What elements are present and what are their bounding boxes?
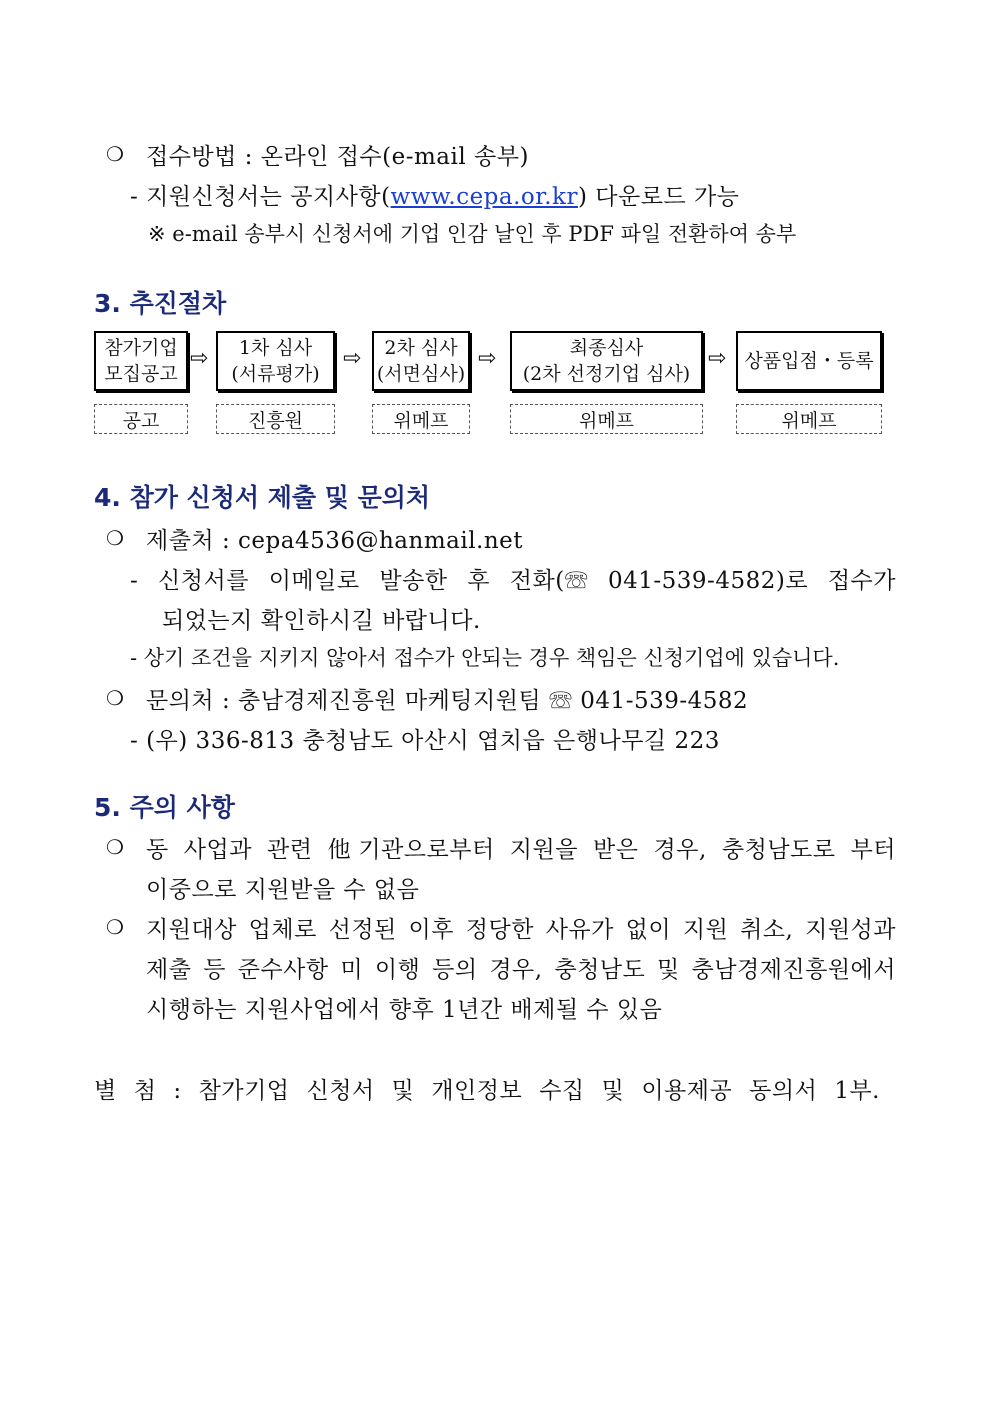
submit-instruction-cont: 되었는지 확인하시길 바랍니다. [162, 608, 481, 634]
bullet-icon: ❍ [106, 835, 124, 859]
pdf-note: ※ e-mail 송부시 신청서에 기업 인감 날인 후 PDF 파일 전환하여 송부 [148, 222, 797, 246]
step-label: 2차 심사 [384, 337, 458, 359]
step-owner: 진흥원 [216, 404, 335, 434]
step-owner: 위메프 [372, 404, 470, 434]
submit-email: 제출처 : cepa4536@hanmail.net [146, 528, 524, 554]
step-second-review [372, 331, 470, 391]
step-recruit-notice [94, 331, 188, 391]
step-label: 참가기업 [104, 337, 178, 359]
attachment-note: 별 첨 : 참가기업 신청서 및 개인정보 수집 및 이용제공 동의서 1부. [94, 1078, 880, 1104]
responsibility-note: - 상기 조건을 지키지 않아서 접수가 안되는 경우 책임은 신청기업에 있습니다. [130, 646, 840, 670]
step-owner: 위메프 [510, 404, 703, 434]
download-note-post: ) 다운로드 가능 [578, 184, 740, 210]
bullet-icon: ❍ [106, 142, 124, 166]
download-note-pre: - 지원신청서는 공지사항( [130, 184, 391, 210]
download-note [130, 178, 739, 211]
step-label: 모집공고 [104, 363, 178, 385]
caution-item-2-cont: 제출 등 준수사항 미 이행 등의 경우, 충청남도 및 충남경제진흥원에서 [146, 957, 896, 983]
step-label: 최종심사 [569, 337, 644, 359]
step-label: (2차 선정기업 심사) [522, 363, 691, 385]
arrow-right-icon: ⇨ [190, 346, 209, 371]
arrow-right-icon: ⇨ [708, 346, 727, 371]
bullet-icon: ❍ [106, 915, 124, 939]
caution-item-2-end: 시행하는 지원사업에서 향후 1년간 배제될 수 있음 [146, 997, 663, 1023]
bullet-icon: ❍ [106, 686, 124, 710]
step-label: (서면심사) [376, 363, 466, 385]
reception-method: 접수방법 : 온라인 접수(e-mail 송부) [146, 144, 529, 170]
step-product-listing [736, 331, 882, 391]
step-final-review [510, 331, 703, 391]
submit-instruction: - 신청서를 이메일로 발송한 후 전화(☏ 041-539-4582)로 접수가 [130, 568, 896, 594]
arrow-right-icon: ⇨ [478, 346, 497, 371]
contact-info: 문의처 : 충남경제진흥원 마케팅지원팀 ☏ 041-539-4582 [146, 688, 749, 714]
caution-item-1-cont: 이중으로 지원받을 수 없음 [146, 877, 420, 903]
section-4-title: 4. 참가 신청서 제출 및 문의처 [94, 483, 431, 512]
step-label: 상품입점・등록 [744, 350, 874, 372]
step-first-review [216, 331, 335, 391]
caution-item-1: 동 사업과 관련 他기관으로부터 지원을 받은 경우, 충청남도로 부터 [146, 837, 896, 863]
caution-item-2: 지원대상 업체로 선정된 이후 정당한 사유가 없이 지원 취소, 지원성과 [146, 917, 896, 943]
step-owner: 공고 [94, 404, 188, 434]
step-owner: 위메프 [736, 404, 882, 434]
bullet-icon: ❍ [106, 526, 124, 550]
step-label: 1차 심사 [238, 337, 313, 359]
section-3-title: 3. 추진절차 [94, 289, 227, 318]
arrow-right-icon: ⇨ [343, 346, 362, 371]
cepa-website-link[interactable]: www.cepa.or.kr [390, 184, 578, 210]
section-5-title: 5. 주의 사항 [94, 793, 235, 822]
address: - (우) 336-813 충청남도 아산시 엽치읍 은행나무길 223 [130, 728, 720, 754]
step-label: (서류평가) [231, 363, 320, 385]
